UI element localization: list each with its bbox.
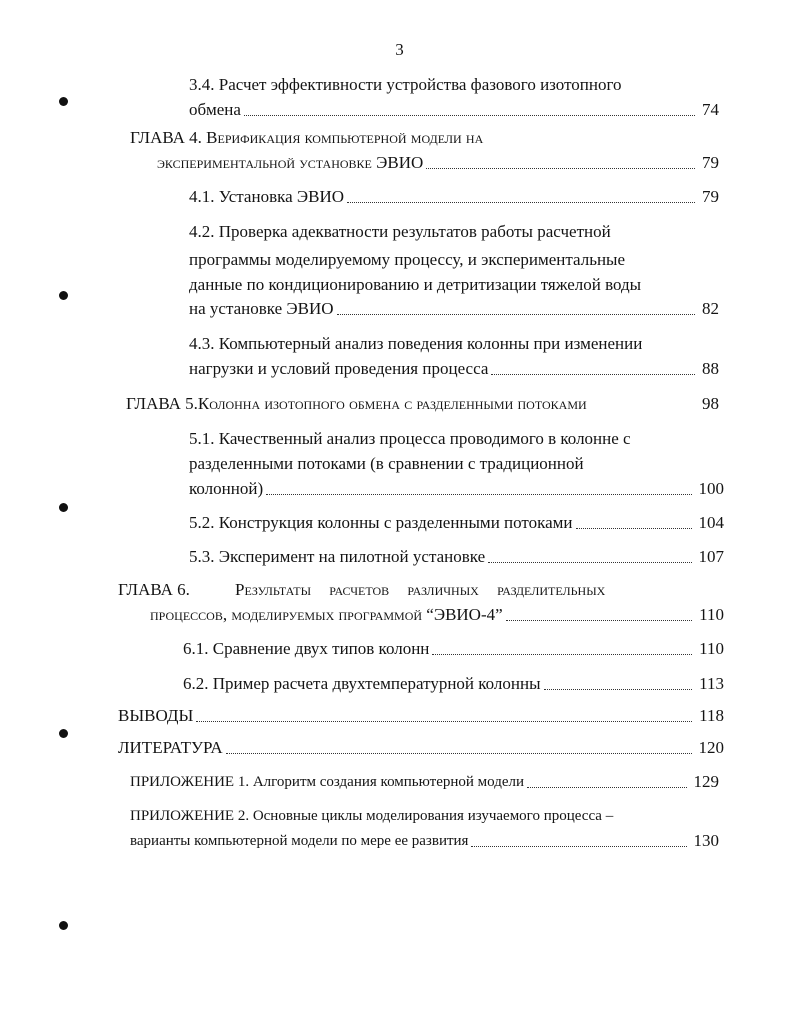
chapter-title: экспериментальной установке ЭВИО	[157, 153, 424, 172]
toc-entry-appendix-2-line	[130, 806, 613, 826]
dot-leader	[491, 374, 695, 375]
dot-leader	[527, 787, 686, 788]
toc-entry-5-3	[189, 547, 724, 567]
dot-leader	[226, 753, 692, 754]
punch-hole-mark	[59, 97, 68, 106]
chapter-label: ГЛАВА 4.	[130, 128, 207, 147]
chapter-label: ГЛАВА 5.	[126, 394, 198, 413]
toc-entry-text: 5.1. Качественный анализ процесса проводимого в колонне с	[189, 429, 631, 448]
toc-entry-6-1	[183, 639, 724, 659]
toc-entry-4-3	[189, 359, 719, 379]
toc-entry-text: колонной)	[189, 479, 264, 498]
toc-page-number: 100	[698, 479, 724, 498]
chapter-title: Колонна изотопного обмена с разделенными потоками	[197, 394, 587, 413]
toc-page-number: 120	[698, 738, 724, 757]
toc-entry-text: ПРИЛОЖЕНИЕ 1. Алгоритм создания компьютерной модели	[130, 774, 525, 790]
toc-entry-4-3-line	[189, 334, 686, 354]
toc-entry-text: 6.2. Пример расчета двухтемпературной колонны	[183, 674, 541, 693]
toc-entry-text: ВЫВОДЫ	[118, 706, 194, 725]
dot-leader	[506, 620, 692, 621]
toc-page-number: 98	[702, 394, 719, 413]
toc-entry-text: обмена	[189, 100, 241, 119]
chapter-5-entry	[126, 394, 719, 414]
toc-entry-text: 5.3. Эксперимент на пилотной установке	[189, 547, 486, 566]
chapter-6-heading	[118, 580, 684, 600]
toc-entry-literature	[118, 738, 724, 758]
toc-entry-text: варианты компьютерной модели по мере ее развития	[130, 833, 469, 849]
toc-entry-4-1	[189, 187, 719, 207]
punch-hole-mark	[59, 921, 68, 930]
chapter-label: ГЛАВА 6.	[118, 580, 190, 599]
toc-entry-text: на установке ЭВИО	[189, 299, 334, 318]
dot-leader	[347, 202, 695, 203]
toc-entry-conclusions	[118, 706, 724, 726]
toc-entry-6-2	[183, 674, 724, 694]
toc-entry-appendix-1	[130, 772, 719, 792]
dot-leader	[426, 168, 695, 169]
toc-entry-text: 4.1. Установка ЭВИО	[189, 187, 345, 206]
toc-page-number: 104	[698, 513, 724, 532]
dot-leader	[196, 721, 692, 722]
toc-page-number: 130	[693, 831, 719, 850]
page-number: 3	[395, 40, 404, 59]
chapter-4-heading	[130, 128, 483, 148]
toc-page-number: 113	[699, 674, 724, 693]
dot-leader	[266, 494, 691, 495]
toc-entry-text: 3.4. Расчет эффективности устройства фазового изотопного	[189, 75, 622, 94]
toc-page-number: 79	[702, 187, 719, 206]
toc-entry-4-2	[189, 299, 719, 319]
toc-entry-text: 4.3. Компьютерный анализ поведения колонны при изменении	[189, 334, 643, 353]
toc-page-number: 129	[693, 772, 719, 791]
dot-leader	[544, 689, 693, 690]
toc-entry-5-1	[189, 479, 724, 499]
toc-entry-3-4	[189, 100, 719, 120]
chapter-title: Верификация компьютерной модели на	[206, 128, 484, 147]
toc-page-number: 74	[702, 100, 719, 119]
toc-entry-4-2-line	[189, 275, 686, 295]
chapter-title: процессов, моделируемых программой “ЭВИО-4”	[150, 605, 503, 624]
punch-hole-mark	[59, 729, 68, 738]
toc-entry-text: данные по кондиционированию и детритизации тяжелой воды	[189, 275, 642, 294]
toc-entry-5-1-line	[189, 429, 686, 449]
dot-leader	[337, 314, 696, 315]
toc-entry-text: нагрузки и условий проведения процесса	[189, 359, 489, 378]
chapter-4-entry	[157, 153, 719, 173]
toc-page-number: 110	[699, 605, 724, 624]
dot-leader	[576, 528, 692, 529]
toc-entry-4-2-line	[189, 222, 686, 242]
toc-entry-text: разделенными потоками (в сравнении с традиционной	[189, 454, 584, 473]
toc-entry-4-2-line	[189, 250, 686, 270]
dot-leader	[471, 846, 686, 847]
toc-entry-text: ПРИЛОЖЕНИЕ 2. Основные циклы моделирования изучаемого процесса –	[130, 808, 614, 824]
toc-entry-text: 4.2. Проверка адекватности результатов работы расчетной	[189, 222, 611, 241]
toc-page-number: 107	[698, 547, 724, 566]
toc-page-number: 82	[702, 299, 719, 318]
toc-entry-text: ЛИТЕРАТУРА	[118, 738, 223, 757]
toc-page-number: 88	[702, 359, 719, 378]
dot-leader	[488, 562, 691, 563]
punch-hole-mark	[59, 503, 68, 512]
toc-entry-appendix-2	[130, 831, 719, 851]
toc-entry-5-1-line	[189, 454, 686, 474]
toc-entry-5-2	[189, 513, 724, 533]
toc-entry-text: 5.2. Конструкция колонны с разделенными потоками	[189, 513, 573, 532]
dot-leader	[432, 654, 692, 655]
punch-hole-mark	[59, 291, 68, 300]
chapter-6-entry	[150, 605, 724, 625]
chapter-title: Результаты расчетов различных разделительных	[235, 580, 606, 599]
toc-page-number: 118	[699, 706, 724, 725]
toc-entry-3-4-line	[189, 75, 686, 95]
toc-entry-text: программы моделируемому процессу, и экспериментальные	[189, 250, 626, 269]
toc-entry-text: 6.1. Сравнение двух типов колонн	[183, 639, 430, 658]
toc-page-number: 79	[702, 153, 719, 172]
dot-leader	[244, 115, 695, 116]
toc-page-number: 110	[699, 639, 724, 658]
